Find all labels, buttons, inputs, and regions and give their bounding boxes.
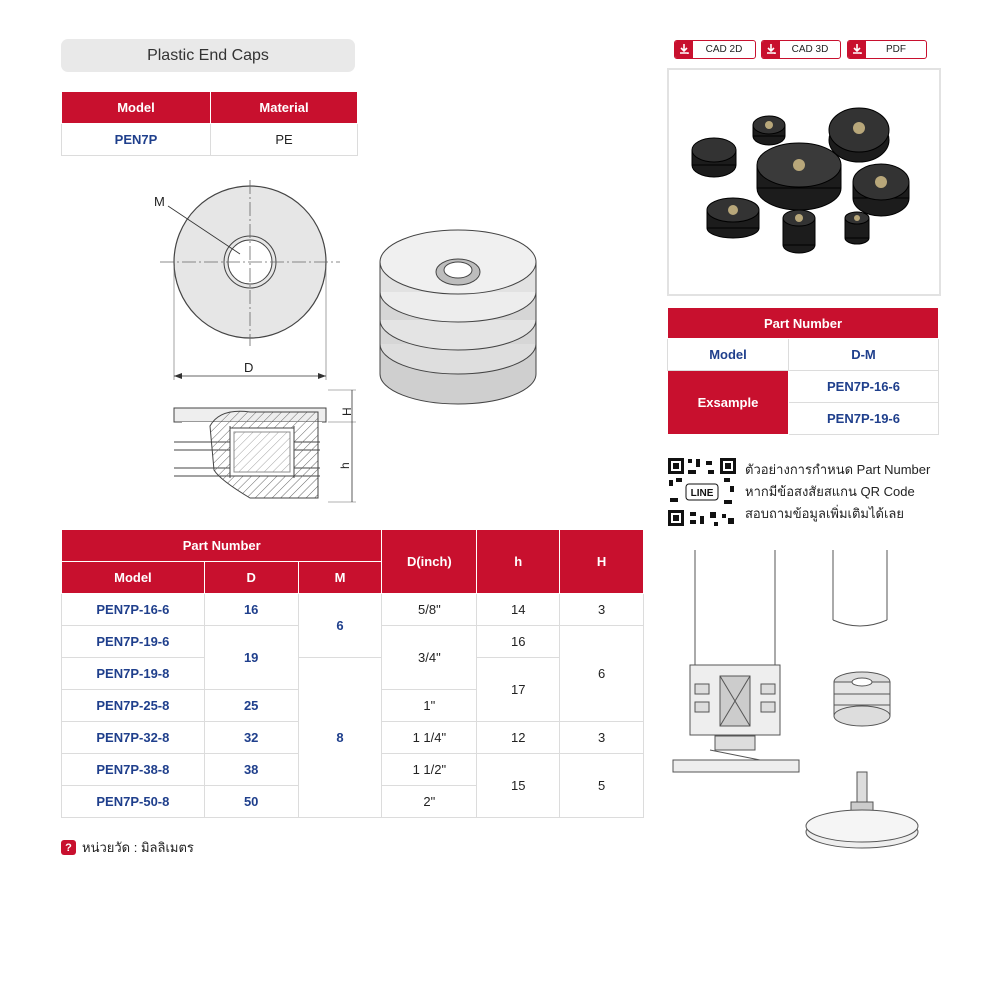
label-h-lower: h — [338, 462, 352, 469]
product-photo — [667, 68, 941, 296]
header-d-inch: D(inch) — [382, 530, 477, 594]
row-m: 6 — [298, 594, 382, 658]
unit-text: หน่วยวัด : มิลลิเมตร — [82, 840, 194, 855]
technical-drawing — [140, 180, 560, 510]
header-material: Material — [211, 92, 358, 124]
table-row — [62, 658, 644, 690]
qr-line-1: ตัวอย่างการกำหนด Part Number — [745, 462, 931, 477]
exploded-view — [806, 550, 918, 848]
assembled-view — [673, 550, 799, 772]
qr-line-2: หากมีข้อสงสัยสแกน QR Code — [745, 484, 915, 499]
header-h-small: h — [477, 530, 560, 594]
header-h-big: H — [560, 530, 644, 594]
qr-instructions — [745, 459, 930, 525]
row-d-inch: 3/4" — [382, 626, 477, 690]
row-d-inch: 1" — [382, 690, 477, 722]
row-model: PEN7P-16-6 — [62, 594, 205, 626]
row-model: PEN7P-32-8 — [62, 722, 205, 754]
pdf-download-button[interactable] — [847, 40, 927, 59]
format-model-label: Model — [668, 339, 789, 371]
row-H: 5 — [560, 754, 644, 818]
model-value: PEN7P — [62, 124, 211, 156]
qr-badge: LINE — [690, 488, 714, 499]
row-d: 50 — [204, 786, 298, 818]
row-d-inch: 1 1/4" — [382, 722, 477, 754]
row-d: 25 — [204, 690, 298, 722]
row-model: PEN7P-38-8 — [62, 754, 205, 786]
header-model: Model — [62, 92, 211, 124]
example-1: PEN7P-16-6 — [789, 371, 939, 403]
row-model: PEN7P-19-8 — [62, 658, 205, 690]
download-icon — [762, 41, 780, 58]
question-icon: ? — [61, 840, 76, 855]
row-d-inch: 5/8" — [382, 594, 477, 626]
header-d: D — [204, 562, 298, 594]
row-h: 14 — [477, 594, 560, 626]
row-H: 6 — [560, 626, 644, 722]
download-icon — [675, 41, 693, 58]
qr-line-3: สอบถามข้อมูลเพิ่มเติมได้เลย — [745, 506, 905, 521]
example-label: Exsample — [668, 371, 789, 435]
row-h: 16 — [477, 626, 560, 658]
label-m: M — [154, 194, 165, 209]
cad-2d-download-button[interactable] — [674, 40, 756, 59]
material-value: PE — [211, 124, 358, 156]
cad-2d-label: CAD 2D — [705, 44, 743, 55]
unit-note — [61, 837, 194, 858]
row-d-inch: 1 1/2" — [382, 754, 477, 786]
isometric-view — [380, 230, 536, 404]
front-view — [160, 180, 340, 380]
section-view — [174, 390, 356, 502]
table-row — [62, 594, 644, 626]
row-model: PEN7P-25-8 — [62, 690, 205, 722]
example-2: PEN7P-19-6 — [789, 403, 939, 435]
cad-3d-label: CAD 3D — [791, 44, 829, 55]
row-h: 17 — [477, 658, 560, 722]
spec-group-header: Part Number — [62, 530, 382, 562]
installation-illustration — [665, 550, 950, 850]
row-h: 15 — [477, 754, 560, 818]
page-title: Plastic End Caps — [61, 39, 355, 72]
header-m: M — [298, 562, 382, 594]
row-h: 12 — [477, 722, 560, 754]
row-d: 38 — [204, 754, 298, 786]
row-model: PEN7P-19-6 — [62, 626, 205, 658]
model-material-table — [61, 91, 358, 156]
row-d: 16 — [204, 594, 298, 626]
part-number-title: Part Number — [668, 308, 939, 339]
label-d: D — [244, 360, 254, 375]
cad-3d-download-button[interactable] — [761, 40, 841, 59]
format-dm-label: D-M — [789, 339, 939, 371]
line-qr-code[interactable] — [666, 456, 738, 528]
row-model: PEN7P-50-8 — [62, 786, 205, 818]
row-d-inch: 2" — [382, 786, 477, 818]
row-H: 3 — [560, 594, 644, 626]
download-icon — [848, 41, 866, 58]
row-H: 3 — [560, 722, 644, 754]
row-d: 32 — [204, 722, 298, 754]
pdf-label: PDF — [886, 44, 906, 55]
part-number-format-table — [667, 307, 939, 435]
row-d: 19 — [204, 626, 298, 690]
label-h-upper: H — [340, 407, 354, 416]
spec-table — [61, 529, 644, 818]
header-model: Model — [62, 562, 205, 594]
row-m: 8 — [298, 658, 382, 818]
